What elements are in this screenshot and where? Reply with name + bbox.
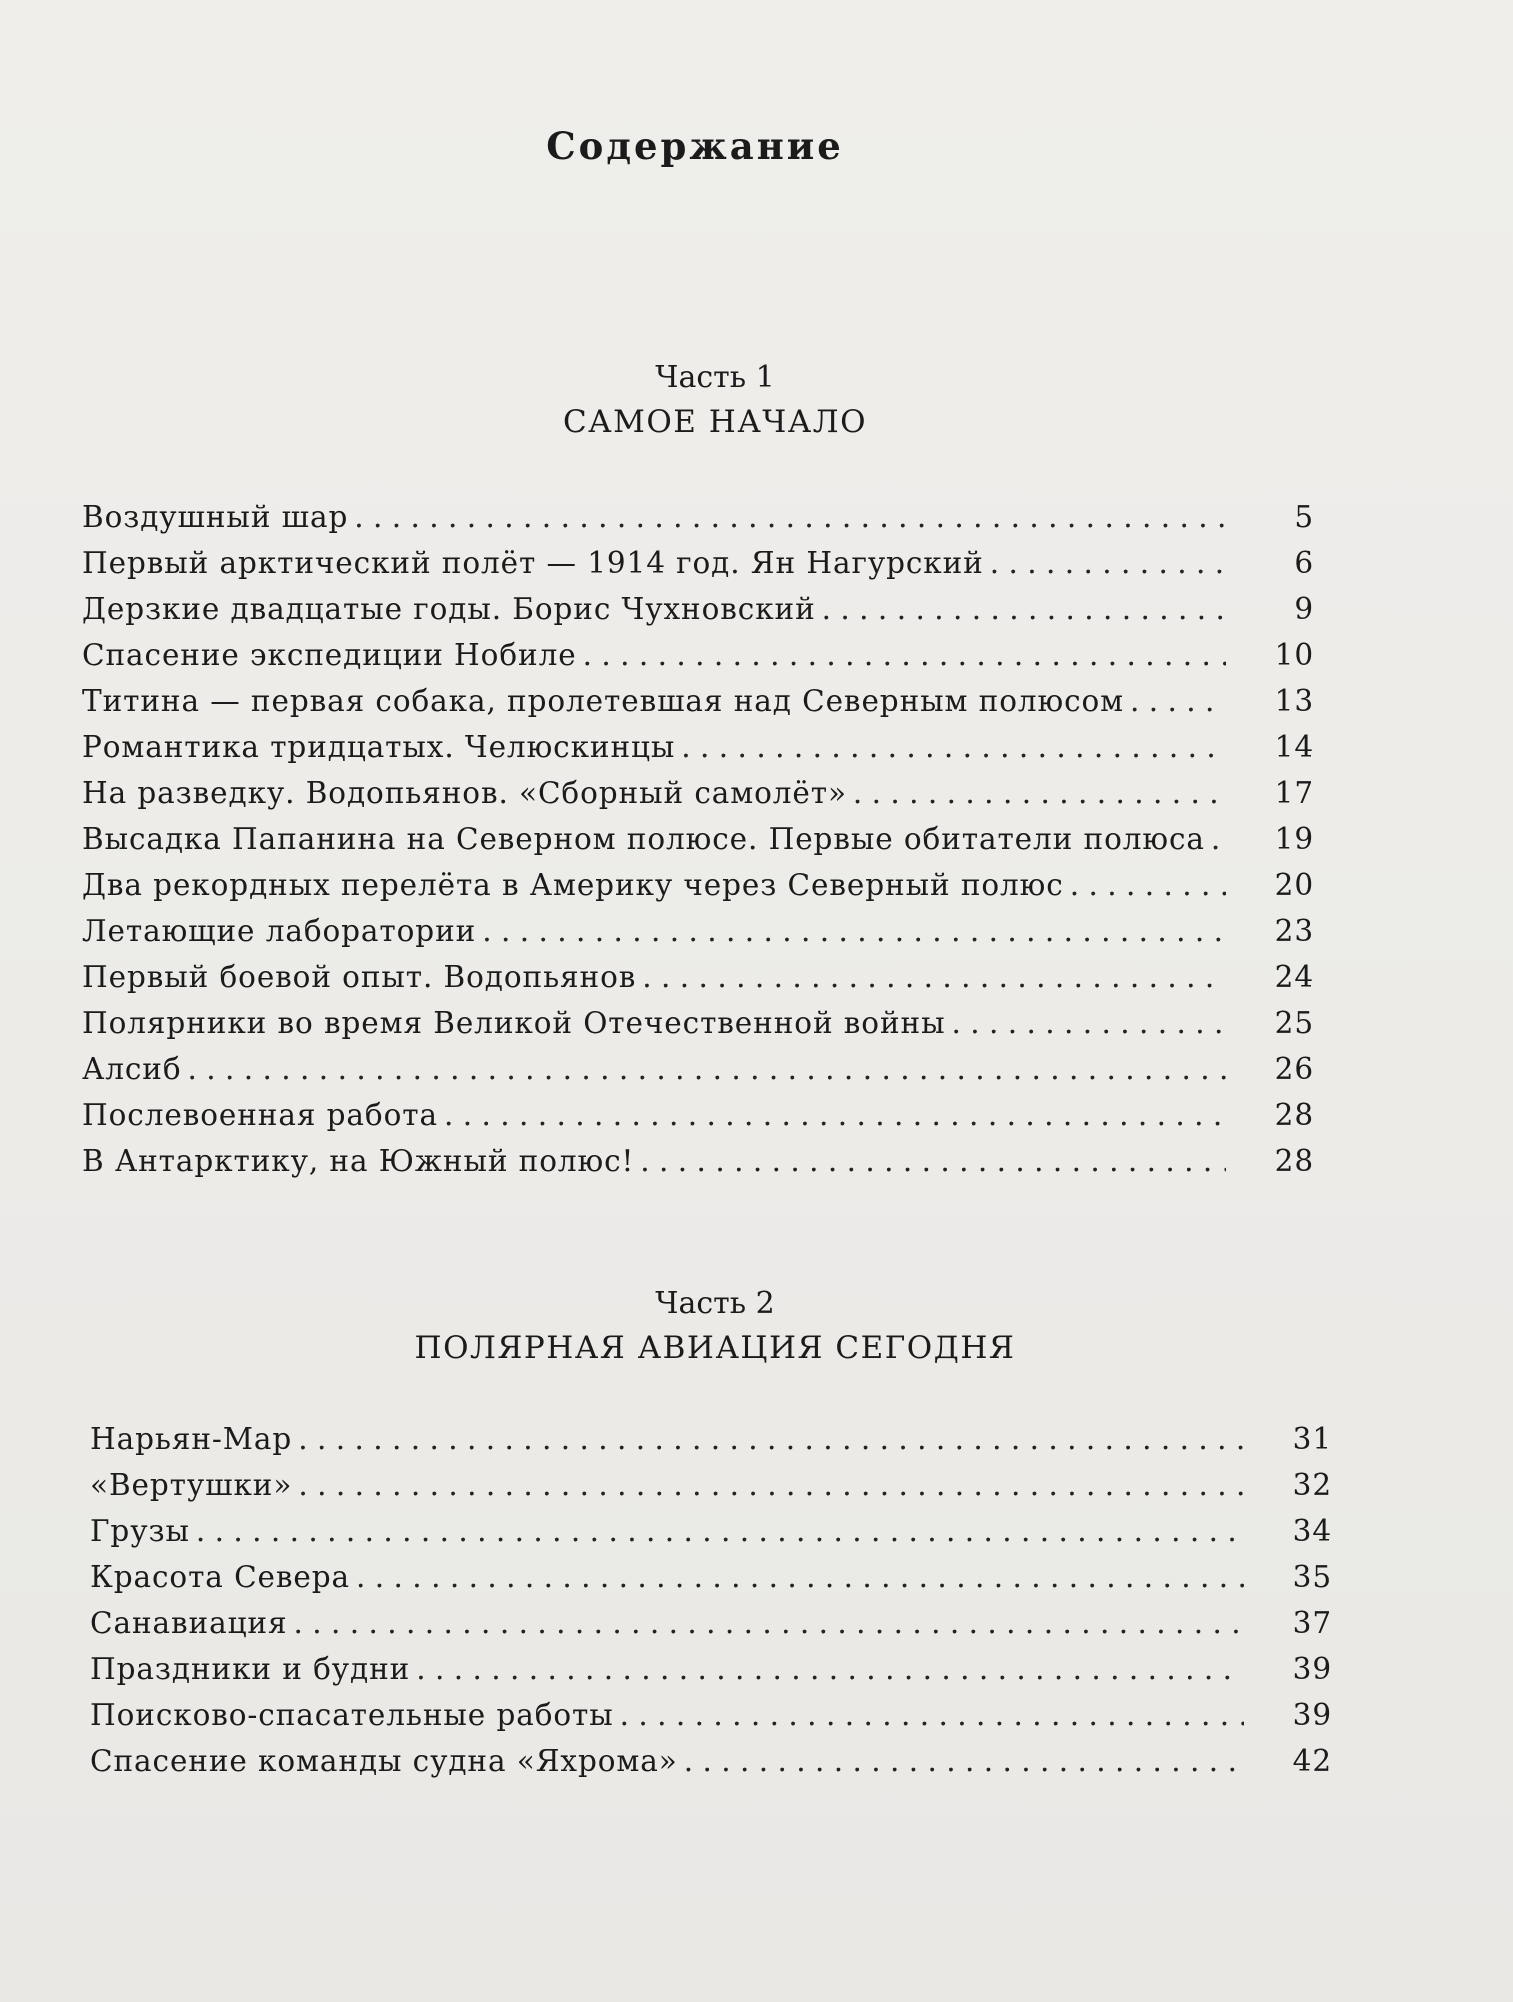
part-2-toc-list <box>90 1422 1332 1790</box>
toc-entry[interactable] <box>82 592 1314 638</box>
dot-leader <box>298 1422 1244 1456</box>
toc-entry[interactable] <box>82 546 1314 592</box>
toc-entry[interactable] <box>82 914 1314 960</box>
toc-entry[interactable] <box>90 1422 1332 1468</box>
toc-entry-page: 19 <box>1274 822 1314 856</box>
toc-entry[interactable] <box>90 1514 1332 1560</box>
toc-entry-page: 37 <box>1292 1606 1332 1640</box>
toc-entry-title: Поисково-спасательные работы <box>90 1698 614 1732</box>
toc-entry-title: Праздники и будни <box>90 1652 411 1686</box>
dot-leader <box>416 1652 1244 1686</box>
toc-entry-page: 5 <box>1294 500 1314 534</box>
page-title: Содержание <box>546 124 844 168</box>
toc-entry[interactable] <box>82 868 1314 914</box>
toc-entry-page: 10 <box>1274 638 1314 672</box>
toc-entry-page: 23 <box>1274 914 1314 948</box>
toc-entry-title: Два рекордных перелёта в Америку через Северный полюс <box>82 868 1064 902</box>
toc-entry[interactable] <box>82 638 1314 684</box>
toc-entry-title: Красота Севера <box>90 1560 351 1594</box>
toc-entry-title: Титина — первая собака, пролетевшая над Северным полюсом <box>82 684 1125 718</box>
part-2-label: Часть 2 <box>655 1286 775 1321</box>
toc-entry-page: 26 <box>1274 1052 1314 1086</box>
toc-entry[interactable] <box>90 1560 1332 1606</box>
toc-entry[interactable] <box>82 500 1314 546</box>
toc-entry-title: Летающие лаборатории <box>82 914 477 948</box>
toc-entry[interactable] <box>82 822 1314 868</box>
toc-entry-title: Воздушный шар <box>82 500 349 534</box>
dot-leader <box>1211 822 1226 856</box>
toc-entry-title: Спасение экспедиции Нобиле <box>82 638 577 672</box>
toc-entry-page: 28 <box>1274 1098 1314 1132</box>
dot-leader <box>196 1514 1244 1548</box>
dot-leader <box>354 500 1226 534</box>
toc-entry-page: 28 <box>1274 1144 1314 1178</box>
toc-entry[interactable] <box>82 1006 1314 1052</box>
dot-leader <box>853 776 1226 810</box>
toc-entry-page: 31 <box>1292 1422 1332 1456</box>
part-1-toc-list <box>82 500 1314 1190</box>
toc-entry-page: 6 <box>1294 546 1314 580</box>
toc-entry[interactable] <box>82 684 1314 730</box>
dot-leader <box>951 1006 1226 1040</box>
toc-entry-title: Алсиб <box>82 1052 182 1086</box>
toc-entry[interactable] <box>90 1652 1332 1698</box>
dot-leader <box>188 1052 1226 1086</box>
toc-entry[interactable] <box>82 1098 1314 1144</box>
dot-leader <box>620 1698 1244 1732</box>
toc-entry-title: Первый боевой опыт. Водопьянов <box>82 960 637 994</box>
dot-leader <box>1130 684 1226 718</box>
toc-entry-title: Спасение команды судна «Яхрома» <box>90 1744 678 1778</box>
toc-entry-title: Романтика тридцатых. Челюскинцы <box>82 730 676 764</box>
dot-leader <box>298 1468 1244 1502</box>
dot-leader <box>482 914 1226 948</box>
toc-entry-page: 9 <box>1294 592 1314 626</box>
toc-entry-page: 34 <box>1292 1514 1332 1548</box>
toc-entry[interactable] <box>82 776 1314 822</box>
dot-leader <box>990 546 1226 580</box>
toc-entry-page: 35 <box>1292 1560 1332 1594</box>
toc-entry-title: Высадка Папанина на Северном полюсе. Первые обитатели полюса <box>82 822 1205 856</box>
toc-entry-page: 17 <box>1274 776 1314 810</box>
dot-leader <box>681 730 1226 764</box>
toc-entry-page: 39 <box>1292 1652 1332 1686</box>
toc-entry[interactable] <box>90 1468 1332 1514</box>
dot-leader <box>583 638 1226 672</box>
toc-entry-page: 20 <box>1274 868 1314 902</box>
toc-entry-title: Санавиация <box>90 1606 288 1640</box>
dot-leader <box>822 592 1226 626</box>
toc-entry-page: 25 <box>1274 1006 1314 1040</box>
part-1-label: Часть 1 <box>655 360 775 395</box>
dot-leader <box>640 1144 1226 1178</box>
dot-leader <box>684 1744 1244 1778</box>
dot-leader <box>294 1606 1244 1640</box>
toc-entry-page: 13 <box>1274 684 1314 718</box>
dot-leader <box>1070 868 1226 902</box>
dot-leader <box>356 1560 1244 1594</box>
part-1-name: САМОЕ НАЧАЛО <box>562 404 868 440</box>
toc-entry[interactable] <box>82 730 1314 776</box>
toc-entry[interactable] <box>90 1744 1332 1790</box>
part-2-name: ПОЛЯРНАЯ АВИАЦИЯ СЕГОДНЯ <box>414 1330 1016 1366</box>
toc-entry-page: 39 <box>1292 1698 1332 1732</box>
toc-entry-page: 14 <box>1274 730 1314 764</box>
toc-entry[interactable] <box>82 1144 1314 1190</box>
toc-entry-title: В Антарктику, на Южный полюс! <box>82 1144 635 1178</box>
toc-entry-title: «Вертушки» <box>90 1468 293 1502</box>
toc-entry-title: Дерзкие двадцатые годы. Борис Чухновский <box>82 592 816 626</box>
toc-entry-title: Послевоенная работа <box>82 1098 438 1132</box>
toc-entry[interactable] <box>90 1698 1332 1744</box>
toc-entry[interactable] <box>82 960 1314 1006</box>
toc-entry[interactable] <box>82 1052 1314 1098</box>
toc-entry-title: Полярники во время Великой Отечественной войны <box>82 1006 946 1040</box>
dot-leader <box>444 1098 1226 1132</box>
toc-entry-title: Грузы <box>90 1514 190 1548</box>
toc-entry[interactable] <box>90 1606 1332 1652</box>
dot-leader <box>642 960 1226 994</box>
toc-entry-title: Первый арктический полёт — 1914 год. Ян Нагурский <box>82 546 984 580</box>
toc-entry-page: 42 <box>1292 1744 1332 1778</box>
toc-entry-page: 32 <box>1292 1468 1332 1502</box>
toc-entry-page: 24 <box>1274 960 1314 994</box>
toc-entry-title: На разведку. Водопьянов. «Сборный самолёт» <box>82 776 847 810</box>
toc-entry-title: Нарьян-Мар <box>90 1422 293 1456</box>
